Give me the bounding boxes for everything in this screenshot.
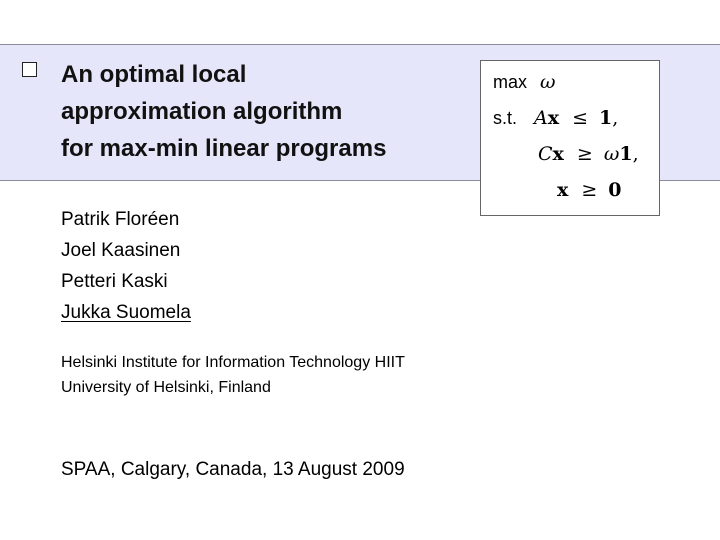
slide-title: [61, 56, 481, 167]
lp-vector-zero: 0: [608, 179, 622, 201]
lp-objective-row: [493, 71, 556, 93]
venue-date: SPAA, Calgary, Canada, 13 August 2009: [61, 459, 405, 480]
lp-matrix-a: A: [534, 107, 548, 129]
lp-vector-one: 1: [619, 143, 633, 165]
lp-comma: ,: [612, 107, 619, 129]
affiliation-line: Helsinki Institute for Information Technology HIIT: [61, 354, 405, 371]
lp-st-label: s.t.: [493, 108, 518, 128]
checkbox-square-icon: [22, 62, 37, 77]
title-line-3: for max-min linear programs: [61, 135, 387, 162]
lp-matrix-c: C: [538, 143, 553, 165]
linear-program-box: [480, 60, 660, 216]
author-name: Joel Kaasinen: [61, 240, 181, 261]
title-line-2: approximation algorithm: [61, 98, 343, 125]
lp-constraint-row-1: [493, 107, 618, 129]
lp-comma: ,: [632, 143, 639, 165]
lp-vector-x: x: [547, 107, 560, 129]
lp-vector-x: x: [552, 143, 564, 165]
lp-constraint-row-3: [557, 179, 622, 201]
lp-omega: ω: [540, 71, 556, 93]
affiliation: [61, 350, 405, 400]
lp-geq-symbol: ≥: [581, 179, 598, 201]
lp-vector-x: x: [557, 179, 569, 201]
lp-max-label: max: [493, 72, 528, 92]
lp-constraint-row-2: [538, 143, 639, 165]
author-name: Petteri Kaski: [61, 271, 168, 292]
author-list: [61, 204, 191, 328]
affiliation-line: University of Helsinki, Finland: [61, 379, 271, 396]
title-line-1: An optimal local: [61, 61, 247, 88]
author-name: Patrik Floréen: [61, 209, 180, 230]
lp-leq-symbol: ≤: [572, 107, 589, 129]
lp-geq-symbol: ≥: [576, 143, 593, 165]
author-name-presenter: Jukka Suomela: [61, 302, 191, 323]
lp-omega: ω: [603, 143, 620, 165]
lp-vector-one: 1: [599, 107, 613, 129]
